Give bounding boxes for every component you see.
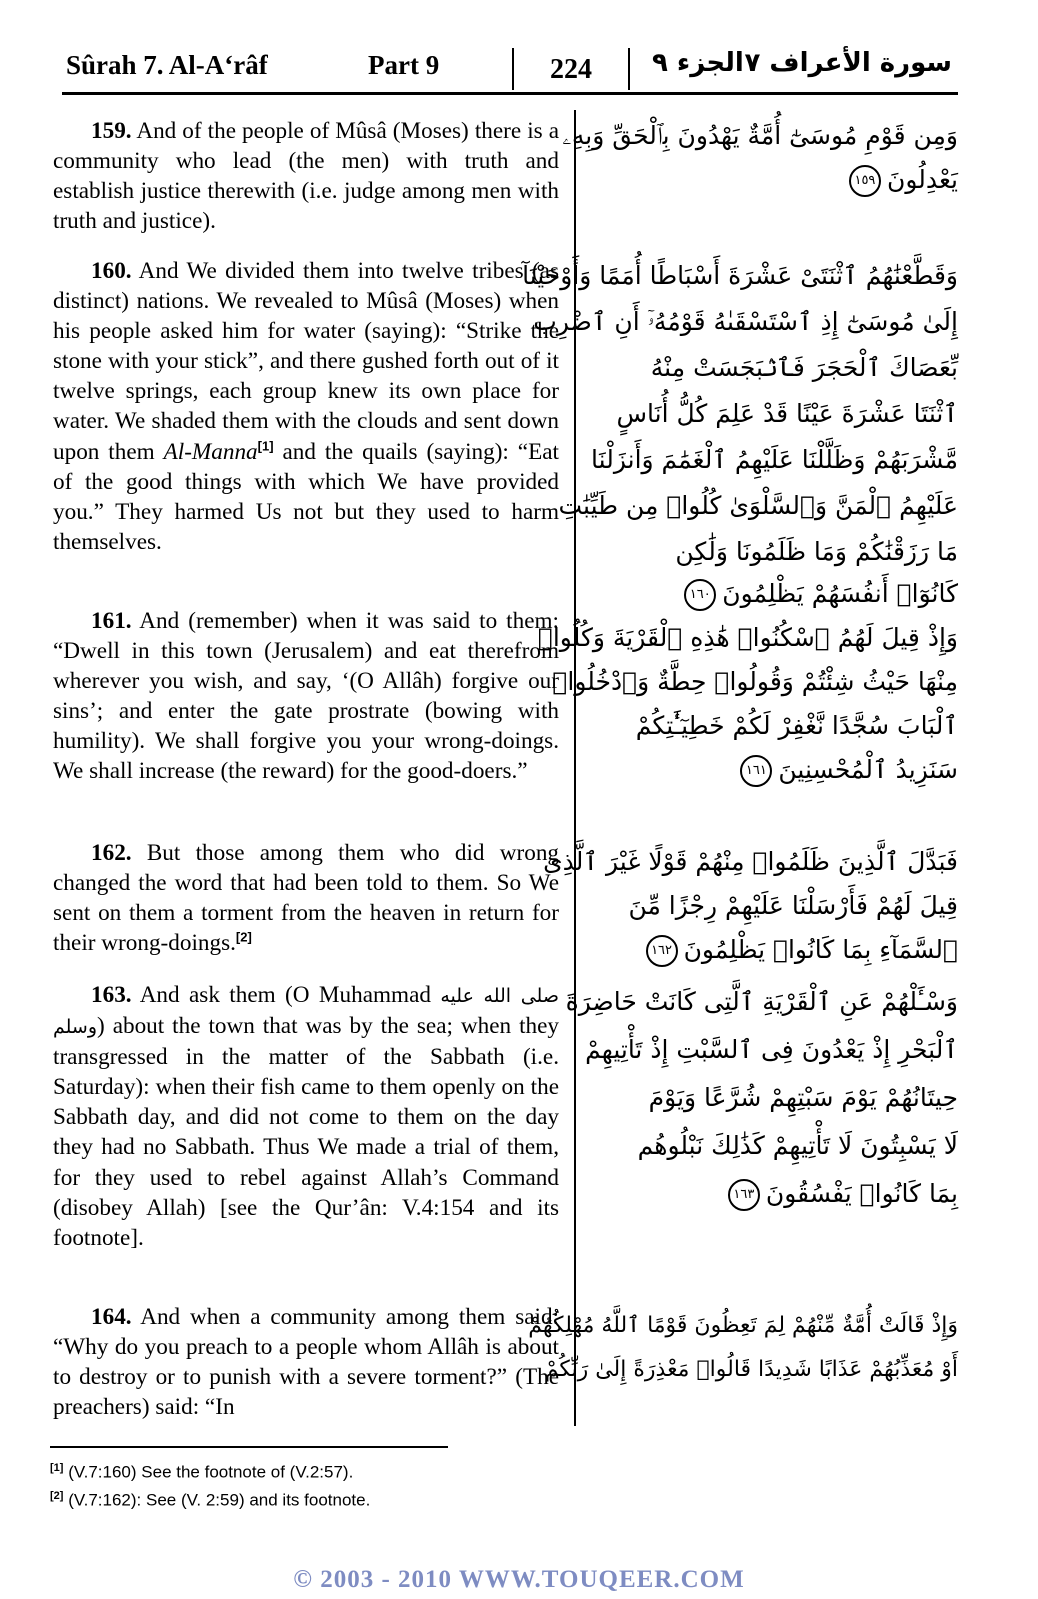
- arabic-line: وَسْـَٔلْهُمْ عَنِ ٱلْقَرْيَةِ ٱلَّتِى كَانَتْ حَاضِرَةَ: [565, 987, 958, 1016]
- footnote-text: (V.7:162): See (V. 2:59) and its footnote.: [68, 1490, 371, 1510]
- arabic-line: مِنْهَا حَيْثُ شِئْتُمْ وَقُولُوا۟ حِطَّةٌ وَٱدْخُلُوا۟: [552, 667, 958, 696]
- verse-163: [53, 980, 559, 1253]
- verse-number: 163.: [91, 982, 132, 1008]
- footnote-marker: [1]: [50, 1462, 64, 1474]
- arabic-line-text: ٱلسَّمَآءِ بِمَا كَانُوا۟ يَظْلِمُونَ: [683, 935, 958, 964]
- arabic-line-text: يَعْدِلُونَ: [886, 165, 958, 194]
- ayah-end-marker: ١٦١: [740, 755, 772, 787]
- footnote-text: (V.7:160) See the footnote of (V.2:57).: [68, 1462, 354, 1482]
- salutation-arabic: صلى الله عليه وسلم: [53, 985, 559, 1039]
- arabic-line: ٱثْنَتَا عَشْرَةَ عَيْنًا قَدْ عَلِمَ كُلُّ أُنَاسٍ: [616, 399, 958, 428]
- ayah-end-marker: ١٥٩: [849, 165, 881, 197]
- ayah-end-marker: ١٦٠: [684, 579, 716, 611]
- footnote-1: [50, 1462, 353, 1483]
- arabic-line: ٱلْبَابَ سُجَّدًا نَّغْفِرْ لَكُمْ خَطِيٓـَٰٔتِكُمْ: [635, 711, 958, 740]
- arabic-line: وَإِذْ قَالَتْ أُمَّةٌ مِّنْهُمْ لِمَ تَعِظُونَ قَوْمًا ٱللَّهُ مُهْلِكُهُمْ: [528, 1313, 958, 1338]
- verse-number: 160.: [91, 258, 132, 284]
- verse-text: And when a community among them said: “Why do you preach to a people whom Allâh is about to destroy or to punish with a severe torment?” (The preachers) said: “In: [53, 1304, 559, 1421]
- arabic-line: مَا رَزَقْنَٰكُمْ وَمَا ظَلَمُونَا وَلَٰكِن: [675, 537, 958, 566]
- arabic-line: لَا يَسْبِتُونَ لَا تَأْتِيهِمْ كَذَٰلِكَ نَبْلُوهُم: [637, 1131, 958, 1160]
- surah-title-english: Sûrah 7. Al-A‘râf: [66, 50, 268, 80]
- arabic-line: وَقَطَّعْنَٰهُمُ ٱثْنَتَىْ عَشْرَةَ أَسْبَاطًا أُمَمًا وَأَوْحَيْنَآ: [522, 261, 958, 290]
- verse-text: And We divided them into twelve tribes (as distinct) nations. We revealed to Mûsâ (Moses) when his people asked him for water (saying): “Strike the stone with your stick”, and there gushed forth out of it twelve springs, each group knew its own place for water. We shaded them with the clouds and sent down upon them: [53, 258, 559, 465]
- part-label-arabic: الجزء ٩: [652, 48, 744, 78]
- footnote-marker[interactable]: [1]: [257, 437, 274, 453]
- verse-text: And (remember) when it was said to them: “Dwell in this town (Jerusalem) and eat therefrom wherever you wish, and say, ‘(O Allâh) forgive our sins’; and enter the gate prostrate (bowing with humility). We shall forgive you your wrong-doings. We shall increase (the reward) for the good-doers.”: [53, 608, 559, 785]
- arabic-line-text: بِمَا كَانُوا۟ يَفْسُقُونَ: [765, 1179, 958, 1208]
- copyright-notice: © 2003 - 2010 WWW.TOUQEER.COM: [293, 1566, 745, 1593]
- verse-number: 162.: [91, 840, 132, 866]
- arabic-line: حِيتَانُهُمْ يَوْمَ سَبْتِهِمْ شُرَّعًا وَيَوْمَ: [648, 1083, 958, 1112]
- part-label-english: Part 9: [368, 50, 440, 80]
- arabic-line: بِّعَصَاكَ ٱلْحَجَرَ فَٱنۢبَجَسَتْ مِنْهُ: [650, 353, 958, 382]
- arabic-line: أَوْ مُعَذِّبُهُمْ عَذَابًا شَدِيدًا قَالُوا۟ مَعْذِرَةً إِلَىٰ رَبِّكُمْ: [544, 1357, 958, 1382]
- arabic-line: [590, 750, 958, 790]
- verse-number: 159.: [91, 118, 132, 144]
- arabic-line: وَمِن قَوْمِ مُوسَىٰٓ أُمَّةٌ يَهْدُونَ بِٱلْحَقِّ وَبِهِۦ: [562, 121, 958, 150]
- page-header: [62, 44, 958, 94]
- arabic-line: [590, 1174, 958, 1214]
- verse-text: And of the people of Mûsâ (Moses) there is a community who lead (the men) with truth and establish justice therewith (i.e. judge among men with truth and justice).: [53, 118, 559, 235]
- arabic-line: ٱلْبَحْرِ إِذْ يَعْدُونَ فِى ٱلسَّبْتِ إِذْ تَأْتِيهِمْ: [585, 1035, 958, 1064]
- arabic-line: فَبَدَّلَ ٱلَّذِينَ ظَلَمُوا۟ مِنْهُمْ قَوْلًا غَيْرَ ٱلَّذِى: [543, 847, 958, 876]
- footnote-marker[interactable]: [2]: [235, 929, 252, 945]
- verse-number: 161.: [91, 608, 132, 634]
- verse-number: 164.: [91, 1304, 132, 1330]
- verse-162: [53, 838, 559, 958]
- arabic-line: عَلَيْهِمُ ٱلْمَنَّ وَٱلسَّلْوَىٰ كُلُوا۟ مِن طَيِّبَٰتِ: [558, 491, 958, 520]
- arabic-line: إِلَىٰ مُوسَىٰٓ إِذِ ٱسْتَسْقَىٰهُ قَوْمُهُۥٓ أَنِ ٱضْرِب: [533, 307, 958, 336]
- arabic-line: قِيلَ لَهُمْ فَأَرْسَلْنَا عَلَيْهِمْ رِجْزًا مِّنَ: [628, 891, 958, 920]
- verse-text: And ask them (O Muhammad: [139, 982, 441, 1008]
- verse-text: But those among them who did wrong changed the word that had been told to them. So We sent on them a torment from the heaven in return for their wrong-doings.: [53, 840, 560, 957]
- page-number: 224: [512, 48, 630, 90]
- arabic-line: وَإِذْ قِيلَ لَهُمُ ٱسْكُنُوا۟ هَٰذِهِ ٱلْقَرْيَةَ وَكُلُوا۟: [537, 623, 958, 652]
- ayah-end-marker: ١٦٣: [728, 1179, 760, 1211]
- ayah-end-marker: ١٦٢: [646, 935, 678, 967]
- surah-title-arabic: سورة الأعراف ٧: [744, 48, 952, 78]
- header-rule: [62, 92, 958, 95]
- italic-term: Al-Manna: [163, 438, 258, 465]
- arabic-line: [590, 930, 958, 970]
- verse-text: ) about the town that was by the sea; when they transgressed in the matter of the Sabbath (i.e. Saturday): when their fish came to them openly on the Sabbath day, and did not come to them on the day they had no Sabbath. Thus We made a trial of them, for they used to rebel against Allah’s Command (disobey Allah) [see the Qur’ân: V.4:154 and its footnote].: [53, 1013, 559, 1251]
- verse-164: [53, 1302, 559, 1422]
- footnote-marker: [2]: [50, 1490, 64, 1502]
- verse-160: [53, 256, 559, 557]
- footnote-2: [50, 1490, 370, 1511]
- footnote-rule: [50, 1446, 448, 1448]
- verse-161: [53, 606, 559, 787]
- arabic-line: [590, 574, 958, 614]
- arabic-line: [590, 160, 958, 200]
- arabic-line-text: كَانُوٓا۟ أَنفُسَهُمْ يَظْلِمُونَ: [722, 579, 958, 608]
- arabic-line-text: سَنَزِيدُ ٱلْمُحْسِنِينَ: [778, 755, 958, 784]
- arabic-line: مَّشْرَبَهُمْ وَظَلَّلْنَا عَلَيْهِمُ ٱلْغَمَٰمَ وَأَنزَلْنَا: [591, 445, 958, 474]
- verse-159: [53, 116, 559, 236]
- verse-text: and the quails (saying): “Eat of the good things with which We have provided you.” They harmed Us not but they used to harm themselves.: [53, 438, 559, 555]
